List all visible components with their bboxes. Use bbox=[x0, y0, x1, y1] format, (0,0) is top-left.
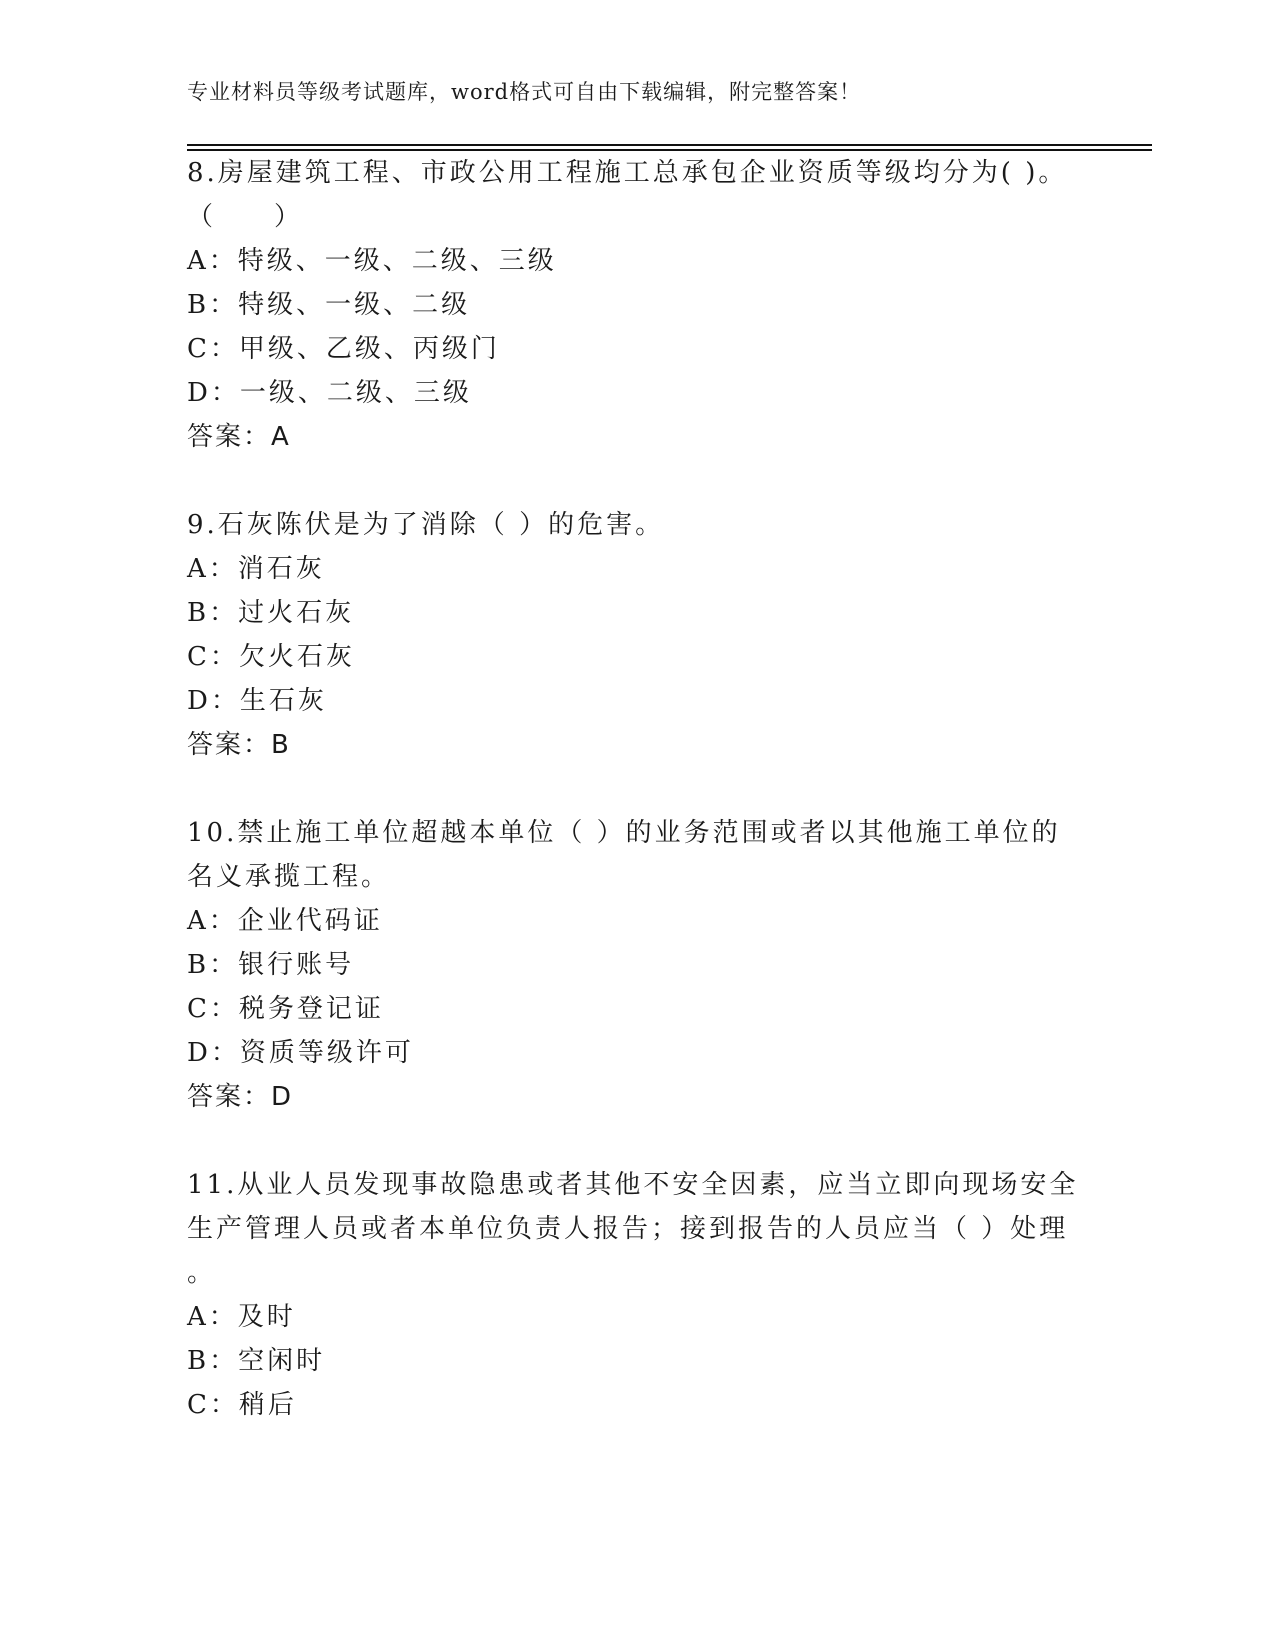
question-stem: 名义承揽工程。 bbox=[187, 862, 391, 892]
answer-label: 答案：A bbox=[187, 422, 291, 452]
option-c: C：稍后 bbox=[187, 1390, 297, 1420]
option-a: A：及时 bbox=[187, 1302, 296, 1332]
option-d: D：一级、二级、三级 bbox=[187, 378, 472, 408]
option-b: B：银行账号 bbox=[187, 950, 355, 980]
header-rule-bottom bbox=[187, 149, 1152, 151]
question-stem: 8.房屋建筑工程、市政公用工程施工总承包企业资质等级均分为( )。 bbox=[187, 158, 1068, 188]
option-d: D：资质等级许可 bbox=[187, 1038, 414, 1068]
option-a: A：消石灰 bbox=[187, 554, 325, 584]
question-stem: 9.石灰陈伏是为了消除（ ）的危害。 bbox=[187, 510, 665, 540]
question-stem: 。 bbox=[187, 1258, 217, 1288]
question-stem: （ ） bbox=[187, 202, 304, 232]
question-stem: 11.从业人员发现事故隐患或者其他不安全因素，应当立即向现场安全 bbox=[187, 1170, 1079, 1200]
option-a: A：企业代码证 bbox=[187, 906, 383, 936]
answer-label: 答案：D bbox=[187, 1082, 294, 1112]
option-a: A：特级、一级、二级、三级 bbox=[187, 246, 557, 276]
option-d: D：生石灰 bbox=[187, 686, 327, 716]
header-rule-top bbox=[187, 144, 1152, 146]
option-b: B：特级、一级、二级 bbox=[187, 290, 471, 320]
option-c: C：税务登记证 bbox=[187, 994, 384, 1024]
page-header: 专业材料员等级考试题库，word格式可自由下载编辑，附完整答案！ bbox=[187, 80, 862, 104]
question-stem: 生产管理人员或者本单位负责人报告；接到报告的人员应当（ ）处理 bbox=[187, 1214, 1069, 1244]
question-stem: 10.禁止施工单位超越本单位（ ）的业务范围或者以其他施工单位的 bbox=[187, 818, 1061, 848]
answer-label: 答案：B bbox=[187, 730, 291, 760]
option-c: C：甲级、乙级、丙级门 bbox=[187, 334, 500, 364]
option-b: B：空闲时 bbox=[187, 1346, 326, 1376]
option-b: B：过火石灰 bbox=[187, 598, 355, 628]
option-c: C：欠火石灰 bbox=[187, 642, 355, 672]
